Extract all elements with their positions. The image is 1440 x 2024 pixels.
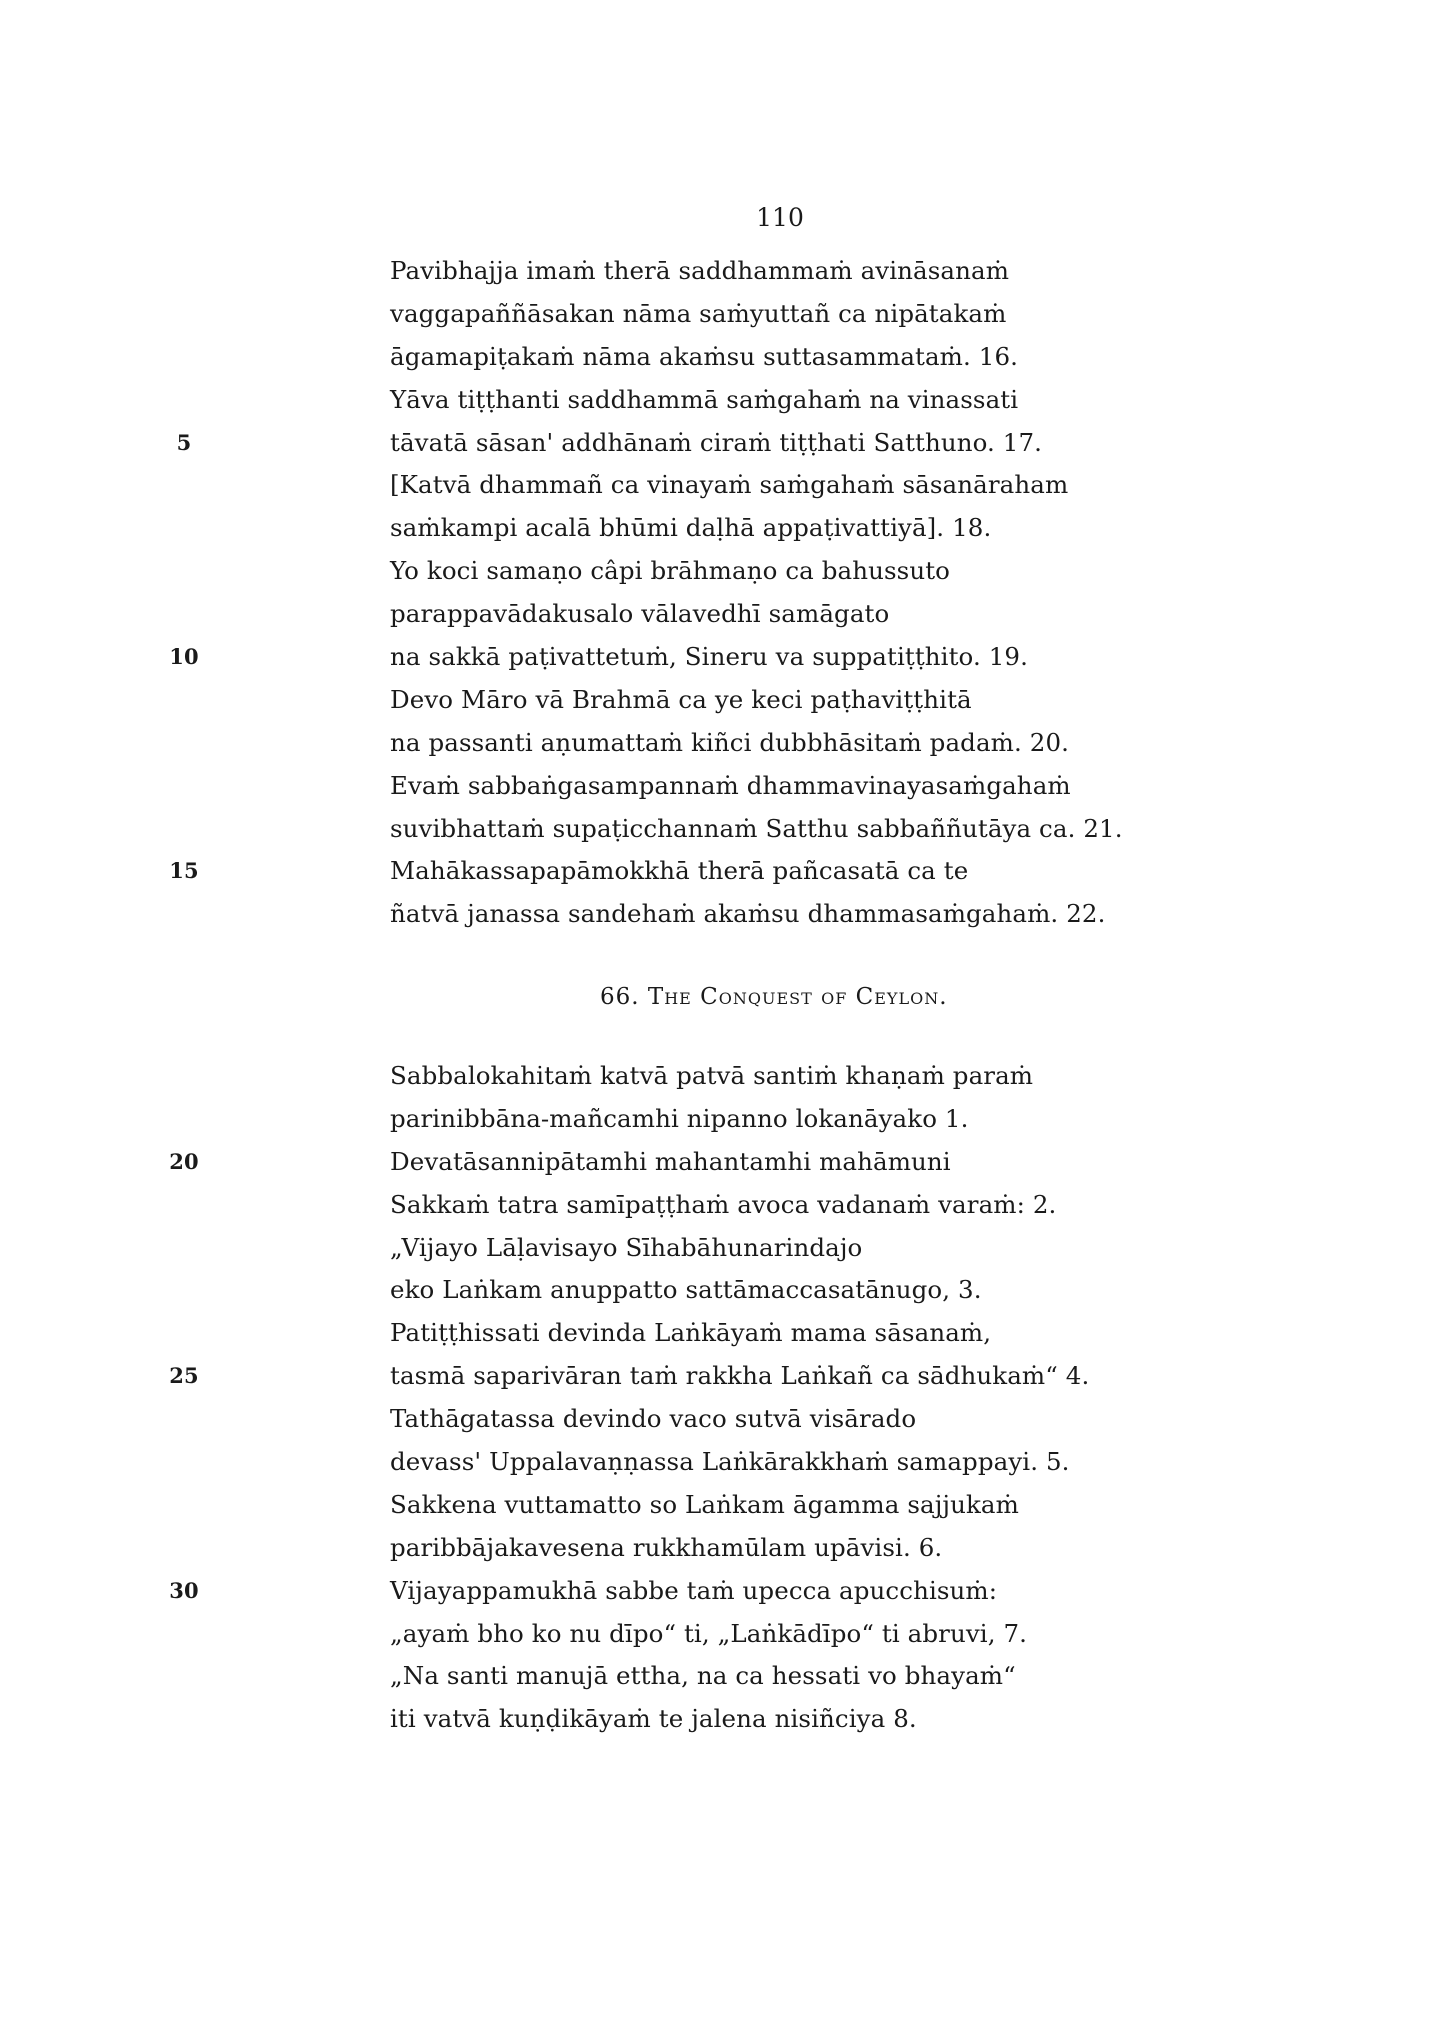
verse-line <box>390 550 1390 593</box>
chapter-heading <box>600 980 1160 1014</box>
verse-line <box>390 1698 1390 1741</box>
verse-line <box>390 1269 1390 1312</box>
verse-text: tasmā saparivāran taṁ rakkha Laṅkañ ca sādhukaṁ“ 4. <box>390 1361 1090 1391</box>
verse-text: Pavibhajja imaṁ therā saddhammaṁ avināsanaṁ <box>390 256 1010 285</box>
verse-text: Sakkena vuttamatto so Laṅkam āgamma sajjukaṁ <box>390 1489 1019 1519</box>
verse-line <box>169 1355 1390 1398</box>
verse-text: na passanti aṇumattaṁ kiñci dubbhāsitaṁ padaṁ. 20. <box>390 727 1070 757</box>
verse-line <box>390 464 1390 507</box>
verse-text: iti vatvā kuṇḍikāyaṁ te jalena nisiñciya 8. <box>390 1704 917 1734</box>
verse-text: „ayaṁ bho ko nu dīpo“ ti, „Laṅkādīpo“ ti abruvi, 7. <box>390 1618 1028 1648</box>
verse-line <box>390 765 1390 808</box>
verse-text: Sakkaṁ tatra samīpaṭṭhaṁ avoca vadanaṁ varaṁ: 2. <box>390 1189 1057 1219</box>
verse-line <box>390 1184 1390 1227</box>
verse-line <box>390 808 1390 851</box>
page-number: 110 <box>756 203 804 232</box>
verse-line <box>390 379 1390 422</box>
verse-line <box>390 1484 1390 1527</box>
verse-text: eko Laṅkam anuppatto sattāmaccasatānugo, 3. <box>390 1275 982 1305</box>
verse-text: na sakkā paṭivattetuṁ, Sineru va suppatiṭṭhito. 19. <box>390 642 1029 672</box>
line-number: 20 <box>169 1148 199 1174</box>
verse-line <box>390 1527 1390 1570</box>
verse-text: „Vijayo Lāḷavisayo Sīhabāhunarindajo <box>390 1232 863 1262</box>
verse-text: Tathāgatassa devindo vaco sutvā visārado <box>390 1404 917 1434</box>
verse-text: Devatāsannipātamhi mahantamhi mahāmuni <box>390 1146 951 1176</box>
verse-text: parinibbāna-mañcamhi nipanno lokanāyako 1. <box>390 1103 969 1133</box>
verse-line <box>390 293 1390 336</box>
line-number: 30 <box>169 1577 199 1603</box>
verse-line <box>390 1227 1390 1270</box>
verse-text: paribbājakavesena rukkhamūlam upāvisi. 6. <box>390 1532 943 1562</box>
verse-text: devass' Uppalavaṇṇassa Laṅkārakkhaṁ samappayi. 5. <box>390 1447 1070 1477</box>
chapter-number: 66. <box>600 984 640 1010</box>
verse-block-2 <box>169 1055 1390 1741</box>
line-number: 15 <box>169 858 199 884</box>
verse-text: saṁkampi acalā bhūmi daḷhā appaṭivattiyā]. 18. <box>390 513 992 543</box>
verse-text: Vijayappamukhā sabbe taṁ upecca apucchisuṁ: <box>390 1575 998 1605</box>
verse-text: Patiṭṭhissati devinda Laṅkāyaṁ mama sāsanaṁ, <box>390 1318 992 1348</box>
verse-text: vaggapaññāsakan nāma saṁyuttañ ca nipātakaṁ <box>390 298 1007 328</box>
verse-line <box>390 1312 1390 1355</box>
verse-line <box>390 250 1390 293</box>
verse-text: tāvatā sāsan' addhānaṁ ciraṁ tiṭṭhati Satthuno. 17. <box>390 427 1043 457</box>
verse-line <box>390 722 1390 765</box>
verse-line <box>390 593 1390 636</box>
verse-text: Yo koci samaṇo câpi brāhmaṇo ca bahussuto <box>390 556 951 586</box>
verse-line <box>390 1441 1390 1484</box>
verse-line <box>390 1055 1390 1098</box>
verse-line <box>390 507 1390 550</box>
line-number: 10 <box>169 644 199 670</box>
verse-text: [Katvā dhammañ ca vinayaṁ saṁgahaṁ sāsanāraham <box>390 470 1069 500</box>
verse-text: ñatvā janassa sandehaṁ akaṁsu dhammasaṁgahaṁ. 22. <box>390 899 1106 929</box>
verse-line <box>390 1613 1390 1656</box>
verse-text: Yāva tiṭṭhanti saddhammā saṁgahaṁ na vinassati <box>390 384 1019 414</box>
line-number: 25 <box>169 1363 199 1389</box>
verse-text: suvibhattaṁ supaṭicchannaṁ Satthu sabbaññutāya ca. 21. <box>390 813 1123 843</box>
verse-line <box>390 1098 1390 1141</box>
verse-line <box>390 1398 1390 1441</box>
verse-text: Sabbalokahitaṁ katvā patvā santiṁ khaṇaṁ paraṁ <box>390 1061 1034 1090</box>
verse-text: parappavādakusalo vālavedhī samāgato <box>390 599 890 629</box>
verse-text: Mahākassapapāmokkhā therā pañcasatā ca te <box>390 856 969 886</box>
verse-text: Evaṁ sabbaṅgasampannaṁ dhammavinayasaṁgahaṁ <box>390 770 1071 800</box>
verse-line <box>169 1141 1390 1184</box>
verse-text: Devo Māro vā Brahmā ca ye keci paṭhaviṭṭhitā <box>390 684 972 714</box>
verse-line <box>176 422 1390 465</box>
verse-line <box>390 336 1390 379</box>
verse-text: āgamapiṭakaṁ nāma akaṁsu suttasammataṁ. 16. <box>390 341 1019 371</box>
verse-block-1 <box>169 250 1390 936</box>
chapter-title: The Conquest of Ceylon. <box>647 984 948 1010</box>
verse-line <box>169 636 1390 679</box>
verse-line <box>169 1570 1390 1613</box>
verse-line <box>390 893 1390 936</box>
line-number: 5 <box>176 429 192 455</box>
verse-line <box>390 1655 1390 1698</box>
verse-line <box>390 679 1390 722</box>
verse-text: „Na santi manujā ettha, na ca hessati vo bhayaṁ“ <box>390 1661 1016 1691</box>
verse-line <box>169 850 1390 893</box>
